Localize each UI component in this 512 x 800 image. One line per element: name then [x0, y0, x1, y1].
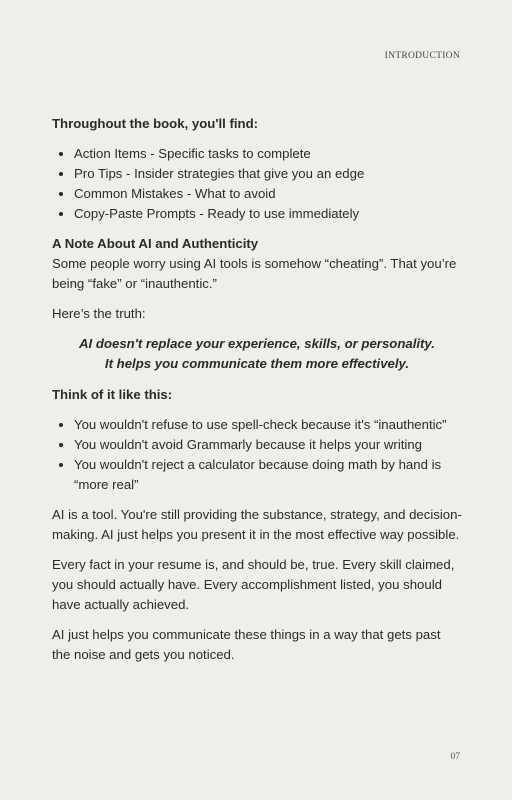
- note-heading: A Note About AI and Authenticity: [52, 236, 259, 251]
- body-paragraph: AI just helps you communicate these things in a way that gets past the noise and gets you noticed.: [52, 627, 441, 662]
- body-paragraph: AI is a tool. You're still providing the substance, strategy, and decision-making. AI just helps you present it in the most effective way possible.: [52, 507, 462, 542]
- feature-list-item: • Copy-Paste Prompts - Ready to use immediately: [74, 204, 462, 224]
- page-number: 07: [450, 752, 460, 762]
- pull-quote-line: It helps you communicate them more effectively.: [104, 356, 410, 371]
- truth-intro: Here’s the truth:: [52, 306, 146, 321]
- analogy-list-item: • You wouldn't reject a calculator because doing math by hand is “more real”: [74, 455, 462, 495]
- analogy-list-item: • You wouldn't refuse to use spell-check because it's “inauthentic”: [74, 415, 462, 435]
- analogy-list-item: • You wouldn't avoid Grammarly because it helps your writing: [74, 435, 462, 455]
- feature-list-item: • Pro Tips - Insider strategies that give you an edge: [74, 164, 462, 184]
- analogy-list: [52, 415, 462, 495]
- intro-heading: Throughout the book, you'll find:: [52, 116, 259, 131]
- running-header: INTRODUCTION: [384, 51, 460, 61]
- feature-list: [52, 144, 462, 224]
- body-paragraph: Every fact in your resume is, and should be, true. Every skill claimed, you should actually have. Every accomplishment listed, you should have actually achieved.: [52, 557, 455, 612]
- page-content: [52, 114, 462, 675]
- pull-quote: [52, 334, 462, 374]
- feature-list-item: • Action Items - Specific tasks to complete: [74, 144, 462, 164]
- note-paragraph: Some people worry using AI tools is somehow “cheating”. That you’re being “fake” or “inauthentic.”: [52, 256, 457, 291]
- pull-quote-line: AI doesn't replace your experience, skills, or personality.: [79, 336, 435, 351]
- think-heading: Think of it like this:: [52, 387, 173, 402]
- feature-list-item: • Common Mistakes - What to avoid: [74, 184, 462, 204]
